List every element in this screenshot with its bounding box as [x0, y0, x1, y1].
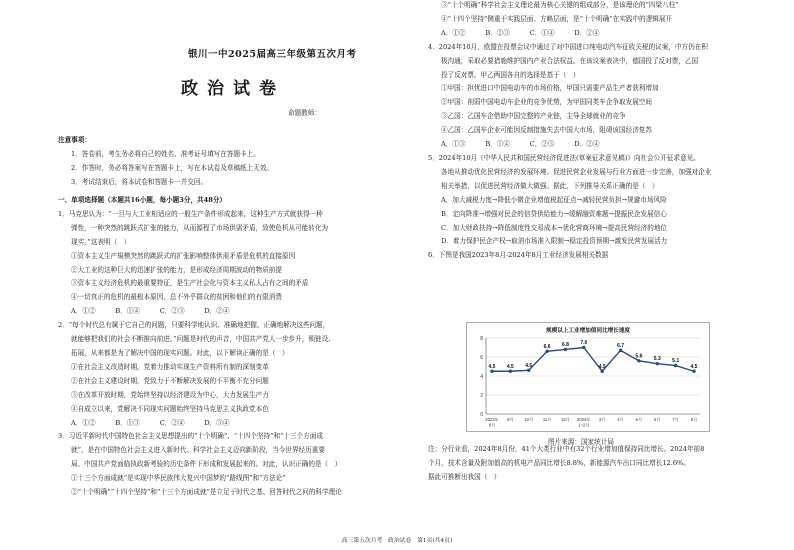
- text-line: 注：分行业看，2024年8月份，41个大类行业中有32个行业增加值保持同比增长。2024年前8: [428, 445, 705, 453]
- text-line: 1．马克思认为：“一旦与大工业相适应的一般生产条件形成起来，这种生产方式就获得一种: [58, 209, 323, 218]
- text-line: A．①② B．②③ C．①④ D．②④: [441, 28, 600, 37]
- x-tick-label: 6月: [654, 417, 661, 422]
- data-label: 4.5: [506, 363, 514, 370]
- y-tick-label: 2: [480, 392, 483, 399]
- data-point: [509, 370, 512, 373]
- data-label: 4.6: [525, 362, 533, 369]
- text-line: ④一切真正的危机的最根本原因，总不外乎群众的贫困和他们的有限消费: [71, 293, 282, 302]
- data-label: 6.6: [543, 343, 551, 350]
- text-line: B．定向降准→增强对民企的信贷供给能力→缓解融资难题→提振民企发展信心: [441, 209, 667, 218]
- text-line: A．①③ B．①④ C．②③ D．②④: [441, 140, 600, 149]
- data-label: 5.6: [635, 353, 643, 360]
- section-title: 一、单项选择题（本题共16小题，每小题3分，共48分）: [58, 196, 227, 204]
- y-tick-label: 0: [480, 411, 483, 418]
- text-line: ①在社会主义改造时期，党着力推动实现生产资料所有制的深刻变革: [71, 362, 269, 371]
- text-line: ②“十个明确”“十四个坚持”和“十三个方面成就”是立足于时代之基、回答时代之问的科学理论: [71, 488, 342, 497]
- data-label: 6.8: [561, 341, 569, 348]
- data-point: [527, 369, 530, 372]
- text-line: 2．“每个时代总有属于它自己的问题，只要科学地认识、准确地把握、正确地解决这些问题，: [58, 321, 330, 330]
- x-tick-label: 9月: [507, 417, 514, 422]
- text-line: ③乙国：乙国车企借助中国完整的产业链，主导全球就业的竞争: [441, 112, 626, 121]
- data-point: [637, 359, 640, 362]
- text-line: 现实。”这表明（ ）: [71, 237, 131, 246]
- text-line: ①十三个方面成就”是实现中华民族伟大复兴中国梦的“路线图”和“方法论”: [71, 474, 286, 483]
- chart-title: 规模以上工业增加值同比增长速度: [546, 328, 630, 334]
- x-tick-label: 1~2月: [578, 422, 590, 428]
- y-tick-label: 6: [480, 354, 483, 361]
- text-line: 就”，是在中国特色社会主义进入新时代、科学社会主义迈向新阶段，当今世界经历重要: [71, 446, 325, 455]
- data-label: 4.5: [690, 363, 698, 370]
- data-point: [656, 362, 659, 365]
- text-line: ②大工业的这种巨大的迅速扩张的能力，是形成经济周期波动的物质前提: [71, 265, 282, 274]
- y-tick-label: 8: [480, 335, 483, 342]
- text-line: ①甲国：担忧进口中国电动车的市场价格，甲国只需要产品生产者获利增加: [441, 84, 659, 93]
- data-point: [582, 346, 585, 349]
- text-line: A．①② B．①③ C．②④ D．③④: [71, 418, 230, 427]
- right-column: [428, 0, 774, 263]
- exam-title: 政治试卷: [181, 79, 285, 99]
- text-line: C．加大财政扶持→降低制度性交易成本→优化营商环境→提高民营经济的地位: [441, 223, 668, 232]
- text-line: ②甲国：削弱中国电动车企业的竞争优势，为甲国同类车企争取发展空间: [441, 98, 652, 107]
- data-label: 4.5: [488, 363, 496, 370]
- x-tick-label: 4月: [617, 417, 624, 422]
- text-line: ③资本主义经济危机的最重要特征，是生产社会化与资本主义私人占有之间的矛盾: [71, 279, 309, 288]
- left-column: [58, 194, 404, 500]
- text-line: ①资本主义生产規模突然的跳跃式的扩张影响整体供需矛盾是危机的直接原因: [71, 251, 296, 260]
- text-line: 相关举措，以促进民营经济做大做强。据此，下列推导关系正确的是（ ）: [441, 181, 659, 190]
- x-tick-label: 10月: [524, 417, 534, 422]
- data-label: 4.5: [598, 363, 606, 370]
- right-bottom-lines: [428, 443, 774, 485]
- data-label: 7.0: [580, 340, 588, 346]
- x-tick-label: 2024年: [577, 417, 591, 422]
- text-line: 各地从推动优化民营经济的发展环境、促进民营企业发展与行业方面进一步完善，加强对企业: [441, 167, 712, 176]
- x-tick-label: 7月: [672, 417, 679, 422]
- notes-block: [58, 134, 404, 190]
- text-line: 极沟通，采取必要措施维护国内产业合法权益。在该议案表决中，德国投了反对票，乙国: [441, 56, 699, 65]
- text-line: 就能够把我们的社会不断推向前进。”问题是时代的声音，中国共产党人一步步升，锁链设、: [71, 335, 335, 344]
- right-question-lines: [428, 0, 774, 263]
- x-tick-label: 8月: [488, 422, 496, 428]
- data-point: [600, 370, 603, 373]
- text-line: 3．习近平新时代中国特色社会主义思想提出的“十个明确”、“十四个坚持”和“十三个方面成: [58, 432, 324, 441]
- text-line: ④自成立以来，党解决不同现实问题始终坚持马克思主义执政党本色: [71, 404, 269, 413]
- x-tick-label: 8月: [690, 417, 698, 422]
- text-line: 6．下图是我国2023年8月-2024年8月工业经济发展相关数据: [428, 251, 609, 260]
- data-point: [619, 349, 622, 352]
- text-line: A．加大减税力度→降低小微企业增值税起征点→减轻民营负担→规避市场风险: [441, 195, 667, 204]
- text-line: ②在社会主义建设时期，党致力于不断解决发展的不平衡不充分问题: [71, 376, 269, 385]
- chart-svg: [466, 322, 710, 432]
- text-line: ④乙国：乙国车企业可能因反制措施失去中国大市场，阻碍该国经济复苏: [441, 126, 652, 135]
- chart-frame: [467, 323, 710, 432]
- data-point: [545, 350, 548, 353]
- text-line: 4．2024年10月，欧盟在投票会议中通过了对中国进口纯电动汽车征收关税的议案，中方仍在积: [428, 42, 708, 51]
- y-tick-label: 4: [480, 373, 483, 380]
- data-label: 6.7: [617, 342, 625, 349]
- data-label: 5.1: [672, 358, 680, 365]
- text-line: 局、中国共产党面临执政新考验的历史条件下形成和发展起来的。对此，认识正确的是（ ）: [71, 460, 342, 469]
- data-point: [674, 364, 677, 367]
- chart-caption: 图片来源：国家统计局: [548, 438, 614, 446]
- x-tick-label: 2023年: [485, 417, 499, 422]
- left-question-lines: [58, 208, 404, 500]
- text-line: 据此可推断出我国（ ）: [428, 472, 501, 481]
- data-label: 5.3: [653, 356, 661, 363]
- x-tick-label: 3月: [598, 417, 606, 422]
- text-line: ④“十四个坚持”侧重于实践层面、方略层面，是“十个明确”在实践中的逻辑展开: [441, 14, 673, 23]
- x-tick-label: 12月: [561, 417, 570, 422]
- page-footer: 高三第五次月考 政治试卷 第1页(共4页): [341, 538, 453, 544]
- data-point: [564, 348, 567, 351]
- text-line: D．着力保护民企产权→取消市场准入限制→稳定投资预期→激发民营发展活力: [441, 237, 668, 246]
- note-item: 1．答卷前，考生务必将自己的姓名、准考证号填写在答题卡上。: [71, 149, 260, 158]
- text-line: 个月，技术含量及附加值高的机电产品同比增长8.8%，新能源汽车出口同比增长12.6%。: [428, 458, 690, 467]
- text-line: A．①② B．①④ C．②③ D．②④: [71, 307, 230, 316]
- right-bottom-block: [428, 443, 774, 485]
- x-tick-label: 5月: [635, 417, 643, 422]
- text-line: 拓展，从来都是为了解决中国的现实问题。对此，以下解读正确的是（ ）: [71, 348, 289, 357]
- author-label: 命题教师：: [288, 109, 321, 117]
- note-item: 2．作答时，务必将答案写在答题卡上，写在本试卷及草稿纸上无效。: [71, 163, 274, 172]
- text-line: ③“十个明确”科学社会主义理论最为核心关键的组成部分，是该理论的“四梁八柱”: [441, 1, 679, 9]
- notes-title: 注意事项：: [58, 136, 91, 144]
- text-line: 投了反对票。甲乙两国各自的选择是基于（ ）: [441, 70, 580, 79]
- text-line: 5．2024年10月《中华人民共和国民营经济促进法(草案征求意见稿)》向社会公开征求意见。: [428, 153, 700, 162]
- data-point: [490, 370, 493, 373]
- data-point: [692, 370, 695, 373]
- exam-subtitle: 银川一中2025届高三年级第五次月考: [188, 49, 357, 60]
- note-item: 3．考试结束后，将本试卷和答题卡一并交回。: [71, 177, 208, 186]
- industry-growth-chart: [466, 322, 710, 432]
- text-line: ③在改革开放时期，党始终坚持以经济建设为中心，大力发展生产力: [71, 390, 269, 399]
- x-tick-label: 11月: [542, 417, 552, 422]
- text-line: 弹性，一种突然的跳跃式扩张的能力，从而源程了市场供需矛盾，致使危机从可能转化为: [71, 223, 329, 232]
